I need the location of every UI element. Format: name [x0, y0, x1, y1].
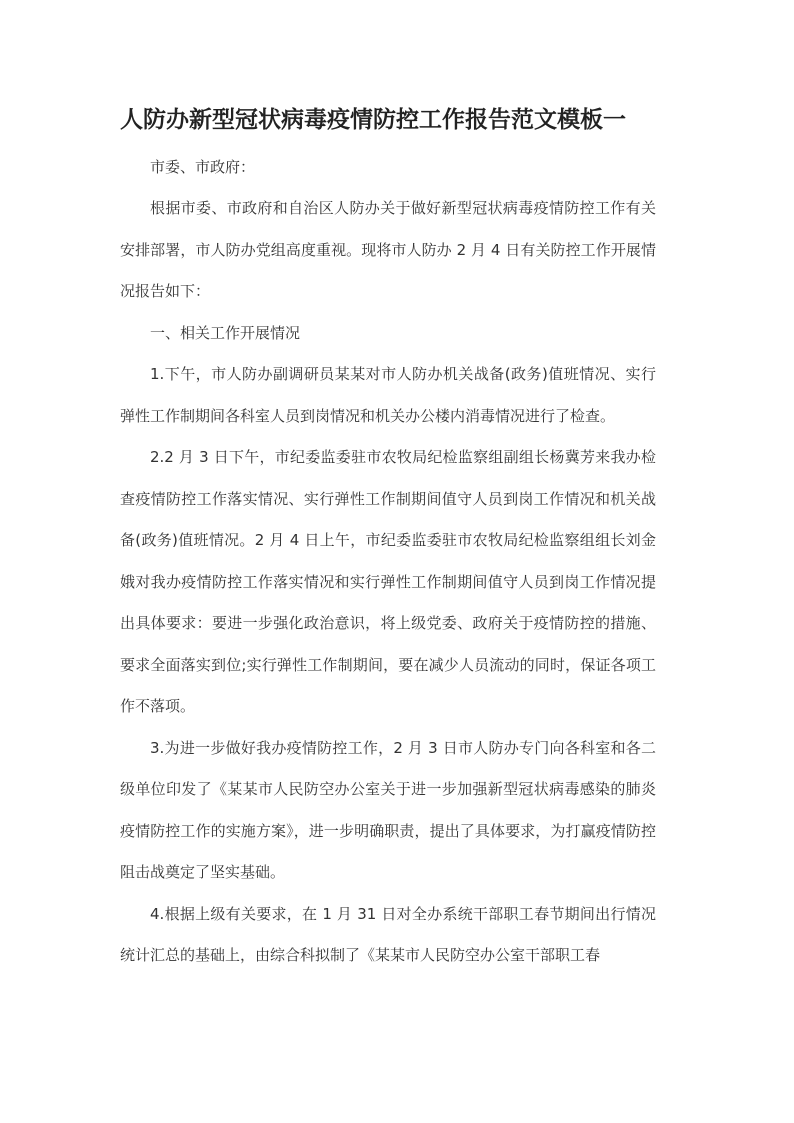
section-heading: 一、相关工作开展情况	[150, 323, 301, 342]
document-title: 人防办新型冠状病毒疫情防控工作报告范文模板一	[120, 107, 626, 133]
item-paragraph-2: 2.2 月 3 日下午，市纪委监委驻市农牧局纪检监察组副组长杨冀芳来我办检查疫情防控工作落实情况、实行弹性工作制期间值守人员到岗工作情况和机关战备(政务)值班情况。2 月 4 日上午，市纪委监委驻市农牧局纪检监察组组长刘金娥对我办疫情防控工作落实情况和实行弹性工作制期间值守人员到岗工作情况提出具体要求：要进一步强化政治意识，将上级党委、政府关于疫情防控的措施、要求全面落实到位;实行弹性工作制期间，要在减少人员流动的同时，保证各项工作不落项。	[120, 448, 656, 715]
item-paragraph-3: 3.为进一步做好我办疫情防控工作，2 月 3 日市人防办专门向各科室和各二级单位印发了《某某市人民防空办公室关于进一步加强新型冠状病毒感染的肺炎疫情防控工作的实施方案》，进一步明确职责，提出了具体要求，为打赢疫情防控阻击战奠定了坚实基础。	[120, 738, 656, 881]
item-paragraph-1: 1.下午，市人防办副调研员某某对市人防办机关战备(政务)值班情况、实行弹性工作制期间各科室人员到岗情况和机关办公楼内消毒情况进行了检查。	[120, 365, 656, 425]
intro-paragraph: 根据市委、市政府和自治区人防办关于做好新型冠状病毒疫情防控工作有关安排部署，市人防办党组高度重视。现将市人防办 2 月 4 日有关防控工作开展情况报告如下：	[120, 199, 656, 300]
item-paragraph-4: 4.根据上级有关要求，在 1 月 31 日对全办系统干部职工春节期间出行情况统计汇总的基础上，由综合科拟制了《某某市人民防空办公室干部职工春	[120, 904, 656, 964]
document-page	[120, 100, 656, 977]
salutation: 市委、市政府：	[150, 158, 256, 176]
